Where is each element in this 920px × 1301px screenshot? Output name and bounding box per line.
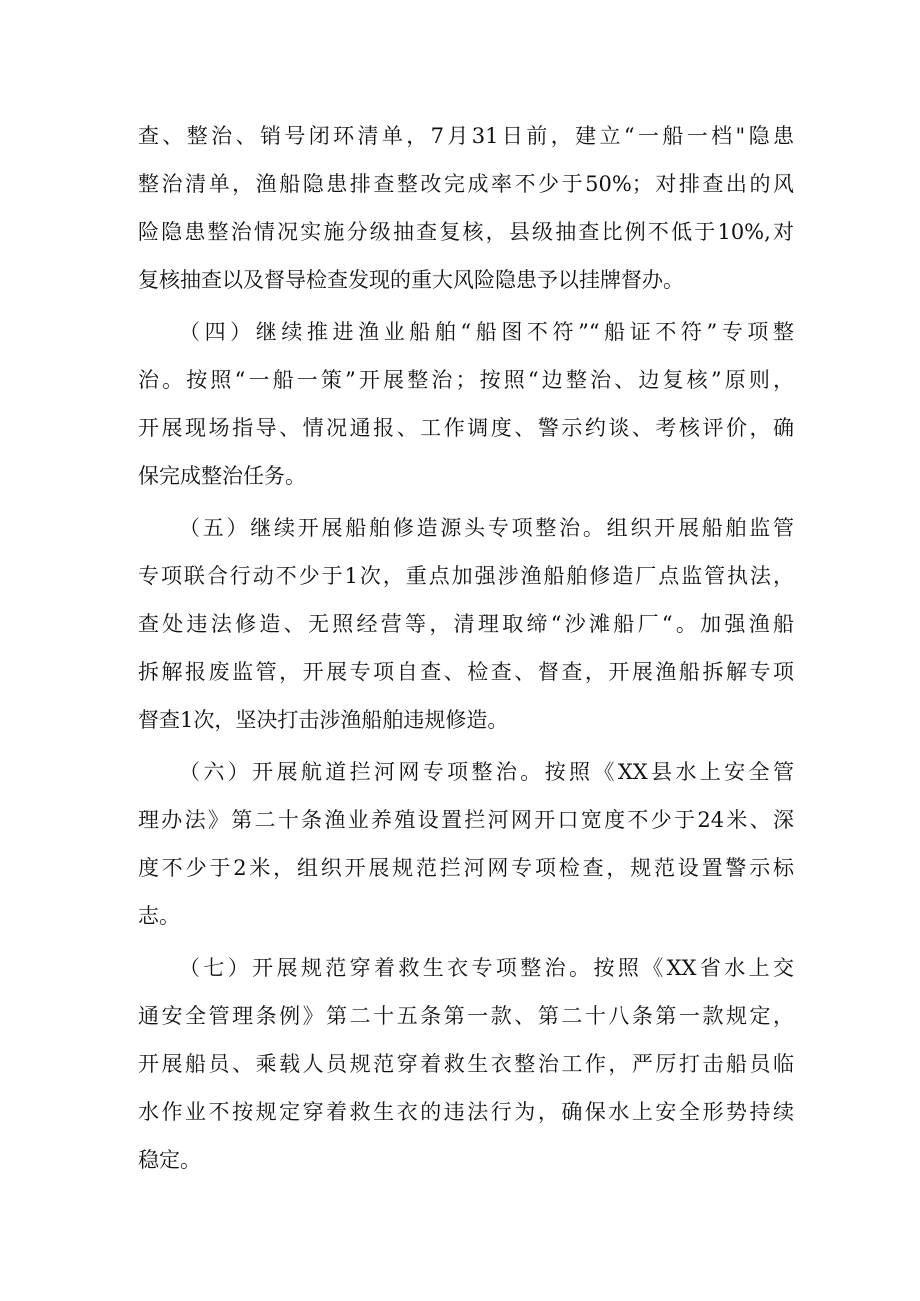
- text-line: 志。: [138, 904, 180, 928]
- text-line: 治。按照“一船一策”开展整治；按照“边整治、边复核”原则，: [138, 368, 794, 392]
- text-line: 通安全管理条例》第二十五条第一款、第二十八条第一款规定，: [138, 1004, 794, 1028]
- text-line: 复核抽查以及督导检查发现的重大风险隐患予以挂牌督办。: [138, 268, 684, 292]
- text-line: 督查1次，坚决打击涉渔船舶违规修造。: [138, 708, 509, 732]
- text-line: 开展船员、乘载人员规范穿着救生衣整治工作，严厉打击船员临: [138, 1052, 794, 1076]
- text-line: 稳定。: [138, 1148, 201, 1172]
- text-line: 拆解报废监管，开展专项自查、检查、督查，开展渔船拆解专项: [138, 660, 794, 684]
- text-line: 理办法》第二十条渔业养殖设置拦河网开口宽度不少于24米、深: [138, 808, 794, 832]
- text-line: 保完成整治任务。: [138, 464, 306, 488]
- text-line: 险隐患整治情况实施分级抽查复核，县级抽查比例不低于10%,对: [138, 220, 794, 244]
- text-line: 查、整治、销号闭环清单，7月31日前，建立“一船一档"隐患: [138, 124, 794, 148]
- text-line: 度不少于2米，组织开展规范拦河网专项检查，规范设置警示标: [138, 856, 794, 880]
- text-line: 开展现场指导、情况通报、工作调度、警示约谈、考核评价，确: [138, 416, 794, 440]
- text-line: 水作业不按规定穿着救生衣的违法行为，确保水上安全形势持续: [138, 1100, 794, 1124]
- text-line: 查处违法修造、无照经营等，清理取缔“沙滩船厂“。加强渔船: [138, 612, 794, 636]
- text-line: （四）继续推进渔业船舶“船图不符”“船证不符”专项整: [179, 320, 794, 344]
- paragraph-item-5: [138, 504, 794, 744]
- text-line: 专项联合行动不少于1次，重点加强涉渔船舶修造厂点监管执法，: [138, 564, 794, 588]
- paragraph-item-7: [138, 944, 794, 1184]
- body-text: [138, 112, 794, 1184]
- paragraph-hidden-danger-checklist: [138, 112, 794, 304]
- paragraph-item-4: [138, 308, 794, 500]
- text-line: （七）开展规范穿着救生衣专项整治。按照《XX省水上交: [179, 956, 794, 980]
- text-line: （六）开展航道拦河网专项整治。按照《XX县水上安全管: [179, 760, 794, 784]
- paragraph-item-6: [138, 748, 794, 940]
- text-line: （五）继续开展船舶修造源头专项整治。组织开展船舶监管: [179, 516, 794, 540]
- text-line: 整治清单，渔船隐患排查整改完成率不少于50%；对排查出的风: [138, 172, 794, 196]
